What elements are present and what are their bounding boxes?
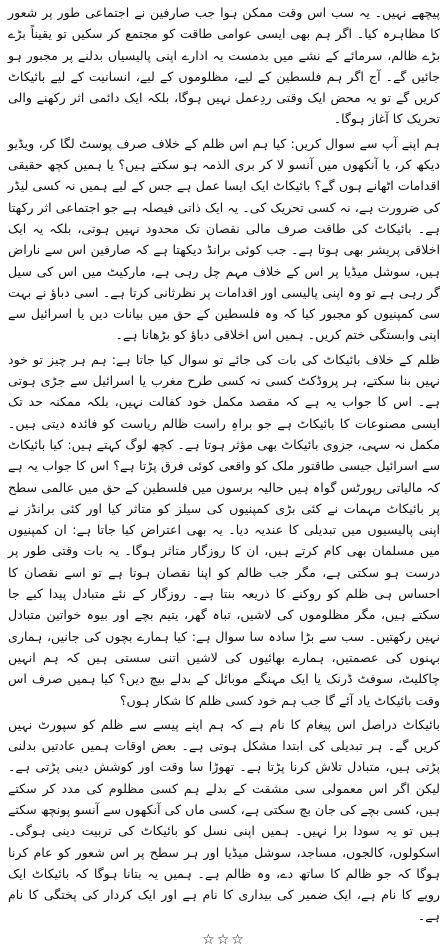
article-paragraph-2: ہم اپنے آپ سے سوال کریں: کیا ہم اس ظلم کے خلاف صرف پوسٹ لگا کر، ویڈیو دیکھ کر، یا آنکھوں میں آنسو لا کر بری الذمہ ہو سکتے ہیں؟ یا ہمیں کچھ حقیقی اقدامات اٹھانے ہوں گے؟ بائیکاٹ ایک ایسا عمل ہے جس کے لیے ہمیں نہ کسی لیڈر کی ضرورت ہے، نہ کسی تحریک کی۔ یہ ایک ذاتی فیصلہ ہے جو اجتماعی اثر رکھتا ہے۔ بائیکاٹ کی طاقت صرف مالی نقصان تک محدود نہیں ہوتی، بلکہ یہ ایک اخلاقی پریشر بھی ہوتا ہے۔ جب کوئی برانڈ دیکھتا ہے کہ صارفین اس سے ناراض ہیں، سوشل میڈیا پر اس کے خلاف مہم چل رہی ہے، مارکیٹ میں اس کی سیل گر رہی ہے تو وہ اپنی پالیسی اور اقدامات پر نظرثانی کرتا ہے۔ اسی دباؤ نے بہت سی کمپنیوں کو مجبور کیا کہ وہ فلسطین کے حق میں بیانات دیں یا اسرائیل سے اپنی وابستگی ختم کریں۔ ہمیں اس اخلاقی دباؤ کو بڑھانا ہے۔ xyxy=(8,135,440,343)
article-paragraph-3: ظلم کے خلاف بائیکاٹ کی بات کی جائے تو سوال کیا جاتا ہے: ہم ہر چیز تو خود نہیں بنا سکتے، ہر پروڈکٹ کسی نہ کسی طرح مغرب یا اسرائیل سے جڑی ہوتی ہے۔ اس کا جواب یہ ہے کہ مقصد مکمل خود کفالت نہیں، بلکہ ممکنہ حد تک ایسی مصنوعات کا بائیکاٹ ہے جو براہِ راست ظالم ریاست کو فائدہ دیتی ہیں۔ مکمل نہ سہی، جزوی بائیکاٹ بھی مؤثر ہوتا ہے۔ کچھ لوگ کہتے ہیں: کیا بائیکاٹ سے اسرائیل جیسی طاقتور ملک کو واقعی کوئی فرق پڑتا ہے؟ اس کا جواب یہ ہے کہ مالیاتی رپورٹس گواہ ہیں حالیہ برسوں میں فلسطین کے حق میں عالمی سطح پر بائیکاٹ مہمات نے کئی بڑی کمپنیوں کی سیلز کو متاثر کیا اور کئی برانڈز نے اپنی پالیسیوں میں تبدیلی کا عندیہ دیا۔ یہ بھی اعتراض کیا جاتا ہے: ان کمپنیوں میں مسلمان بھی کام کرتے ہیں، ان کا روزگار متاثر ہوگا۔ یہ بات وقتی طور پر درست ہو سکتی ہے، مگر جب ظالم کو اپنا نقصان ہوتا ہے تو اسے نقصان کا احساس ہی ظلم کو روکنے کا ذریعہ بنتا ہے۔ روزگار کے نئے متبادل پیدا کیے جا سکتے ہیں، مگر مظلوموں کی لاشیں، تباہ گھر، یتیم بچے اور بیوہ خواتین متبادل نہیں رکھتیں۔ سب سے بڑا سادہ سا سوال ہے: کیا ہمارے بچوں کی جانیں، ہماری بہنوں کی عصمتیں، ہمارے بھائیوں کی لاشیں اتنی سستی ہیں کہ ہم انہیں چاکلیٹ، سوفٹ ڈرنک یا ایک مہنگے موبائل کے بدلے بیچ دیں؟ کیا ہمیں صرف اس وقت بائیکاٹ یاد آئے گا جب ہم خود کسی ظلم کا شکار ہوں؟ xyxy=(8,351,440,708)
article-paragraph-4: بائیکاٹ دراصل اس پیغام کا نام ہے کہ ہم اپنے پیسے سے ظلم کو سپورٹ نہیں کریں گے۔ ہر تبدیلی کی ابتدا مشکل ہوتی ہے۔ بعض اوقات ہمیں عادتیں بدلنی پڑتی ہیں، متبادل تلاش کرنا پڑتا ہے۔ تھوڑا سا وقت اور کوشش دینی پڑتی ہے۔ لیکن اگر اس معمولی سی مشقت کے بدلے ہم کسی مظلوم کی مدد کر سکتے ہیں، کسی بچے کی جان بچ سکتی ہے، کسی ماں کی آنکھوں سے آنسو پونچھ سکتے ہیں تو یہ سودا برا نہیں۔ ہمیں اپنی نسل کو بائیکاٹ کی تربیت دینی ہوگی۔ اسکولوں، کالجوں، مساجد، سوشل میڈیا اور ہر سطح پر اس شعور کو عام کرنا ہوگا کہ جو ظالم کا ساتھ دے، وہ ظالم ہے۔ ہمیں یہ بتانا ہوگا کہ بائیکاٹ ایک رویے کا نام ہے، ایک ضمیر کی بیداری کا نام ہے اور ایک کردار کی پختگی کا نام ہے۔ xyxy=(8,716,440,924)
article-paragraph-1: پیچھے نہیں۔ یہ سب اس وقت ممکن ہوا جب صارفین نے اجتماعی طور پر شعور کا مظاہرہ کیا۔ اگر ہم بھی ایسی عوامی طاقت کو مجتمع کر سکیں تو یقیناً بڑے بڑے ظالم، سرمائے کے نشے میں بدمست یہ ادارے اپنی پالیسیاں بدلنے پر مجبور ہو جائیں گے۔ آج اگر ہم فلسطین کے لیے، مظلوموں کے لیے، انسانیت کے لیے بائیکاٹ کریں گے تو یہ محض ایک وقتی ردِعمل نہیں ہوگا، بلکہ ایک دائمی اثر رکھنے والی تحریک کا آغاز ہوگا۔ xyxy=(8,5,440,127)
article-end-stars: ☆☆☆ xyxy=(202,931,246,948)
